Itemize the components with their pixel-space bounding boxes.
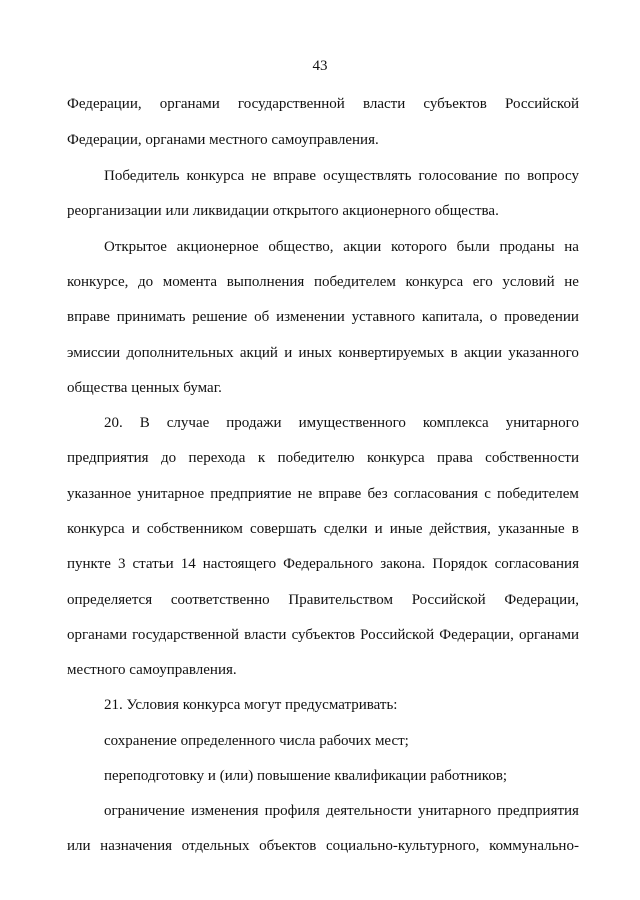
word: конкурса: [405, 274, 464, 290]
word: победителем: [496, 486, 579, 502]
word: продажи: [226, 415, 282, 431]
word: дополнительных: [126, 345, 234, 361]
word: органами: [518, 627, 579, 643]
word: которого: [390, 239, 447, 255]
text-line: [67, 272, 579, 292]
word: конкурса: [186, 168, 245, 184]
word: 3: [117, 556, 126, 572]
text-line: сохранение определенного числа рабочих мест;: [104, 733, 409, 749]
word: настоящего: [202, 556, 277, 572]
text-line: [67, 519, 579, 539]
word: изменения: [190, 803, 259, 819]
word: В: [139, 415, 150, 431]
word: победителю: [277, 450, 355, 466]
word: принимать: [116, 309, 186, 325]
word: эмиссии: [67, 345, 121, 361]
word: субъектов: [423, 96, 487, 112]
word: его: [472, 274, 493, 290]
word: и: [374, 521, 383, 537]
word: изменении: [276, 309, 345, 325]
word: указанные: [498, 521, 565, 537]
text-line: [104, 413, 579, 433]
word: указанного: [508, 345, 579, 361]
word: Федерации,: [439, 627, 514, 643]
text-line: [67, 836, 579, 856]
word: действия,: [429, 521, 491, 537]
word: капитала,: [421, 309, 483, 325]
word: и: [284, 345, 293, 361]
word: с: [484, 486, 491, 502]
word: проведении: [504, 309, 579, 325]
text-line: местного самоуправления.: [67, 662, 237, 678]
word: Российской: [505, 96, 579, 112]
text-line: [67, 590, 579, 610]
word: вправе: [318, 486, 362, 502]
word: иных: [298, 345, 333, 361]
text-line: [104, 237, 579, 257]
word: Федерации,: [67, 96, 142, 112]
word: унитарного: [505, 415, 579, 431]
word: в: [571, 521, 579, 537]
word: определяется: [67, 592, 153, 608]
word: до: [138, 274, 154, 290]
word: в: [450, 345, 458, 361]
word: государственной: [237, 96, 345, 112]
word: и: [131, 521, 140, 537]
word: по: [504, 168, 521, 184]
word: Российской: [411, 592, 486, 608]
word: случае: [166, 415, 210, 431]
word: согласования: [393, 486, 479, 502]
word: к: [257, 450, 266, 466]
word: пункте: [67, 556, 111, 572]
word: власти: [362, 96, 406, 112]
word: 20.: [104, 415, 123, 431]
word: Открытое: [104, 239, 167, 255]
word: условий: [502, 274, 555, 290]
text-line: [67, 94, 579, 114]
word: акционерное: [176, 239, 259, 255]
text-line: [67, 343, 579, 363]
word: решение: [192, 309, 248, 325]
word: комплекса: [422, 415, 489, 431]
word: на: [564, 239, 579, 255]
word: унитарного: [417, 803, 492, 819]
word: деятельности: [325, 803, 412, 819]
text-line: [67, 625, 579, 645]
word: общество,: [268, 239, 334, 255]
word: или: [67, 838, 91, 854]
word: собственником: [146, 521, 243, 537]
word: момента: [162, 274, 218, 290]
word: коммунально-: [489, 838, 579, 854]
word: об: [254, 309, 270, 325]
text-line: [67, 307, 579, 327]
word: перехода: [188, 450, 246, 466]
page-number: 43: [312, 58, 328, 74]
word: были: [456, 239, 490, 255]
word: предприятие: [210, 486, 292, 502]
text-line: [67, 484, 579, 504]
word: статьи: [132, 556, 174, 572]
word: акции: [463, 345, 502, 361]
word: собственности: [485, 450, 579, 466]
word: конкурсе,: [67, 274, 129, 290]
word: Федерального: [283, 556, 374, 572]
text-line: [67, 554, 579, 574]
text-line: Федерации, органами местного самоуправления.: [67, 132, 379, 148]
text-line: реорганизации или ликвидации открытого акционерного общества.: [67, 203, 499, 219]
word: акций: [239, 345, 278, 361]
word: конкурса: [67, 521, 125, 537]
word: проданы: [499, 239, 555, 255]
word: закона.: [380, 556, 426, 572]
word: осуществлять: [323, 168, 412, 184]
word: совершать: [250, 521, 317, 537]
word: назначения: [100, 838, 173, 854]
word: указанное: [67, 486, 132, 502]
text-line: [67, 448, 579, 468]
word: государственной: [132, 627, 240, 643]
word: голосование: [418, 168, 498, 184]
text-line: 21. Условия конкурса могут предусматривать:: [104, 697, 398, 713]
word: конвертируемых: [338, 345, 445, 361]
word: уставного: [351, 309, 416, 325]
word: унитарное: [137, 486, 205, 502]
word: выполнения: [226, 274, 305, 290]
word: Победитель: [104, 168, 180, 184]
word: органами: [67, 627, 128, 643]
word: органами: [159, 96, 220, 112]
word: социально-культурного,: [326, 838, 480, 854]
word: не: [564, 274, 579, 290]
word: предприятия: [67, 450, 149, 466]
word: не: [251, 168, 266, 184]
word: объектов: [259, 838, 317, 854]
word: сделки: [323, 521, 368, 537]
word: согласования: [494, 556, 579, 572]
word: иные: [389, 521, 423, 537]
word: права: [437, 450, 473, 466]
word: власти: [244, 627, 287, 643]
word: о: [489, 309, 498, 325]
word: Федерации,: [504, 592, 579, 608]
word: отдельных: [181, 838, 250, 854]
word: субъектов: [291, 627, 356, 643]
word: предприятия: [497, 803, 579, 819]
word: соответственно: [170, 592, 270, 608]
text-line: [104, 801, 579, 821]
word: имущественного: [298, 415, 406, 431]
text-line: переподготовку и (или) повышение квалификации работников;: [104, 768, 508, 784]
word: вопросу: [527, 168, 579, 184]
word: не: [297, 486, 313, 502]
word: до: [160, 450, 177, 466]
word: 14: [180, 556, 196, 572]
word: вправе: [67, 309, 110, 325]
word: Порядок: [432, 556, 488, 572]
text-line: [104, 166, 579, 186]
word: профиля: [264, 803, 320, 819]
word: акции: [343, 239, 382, 255]
word: Российской: [360, 627, 435, 643]
text-line: общества ценных бумаг.: [67, 380, 222, 396]
word: конкурса: [366, 450, 425, 466]
word: Правительством: [288, 592, 393, 608]
word: вправе: [273, 168, 317, 184]
word: ограничение: [104, 803, 185, 819]
word: без: [367, 486, 388, 502]
word: победителем: [313, 274, 396, 290]
